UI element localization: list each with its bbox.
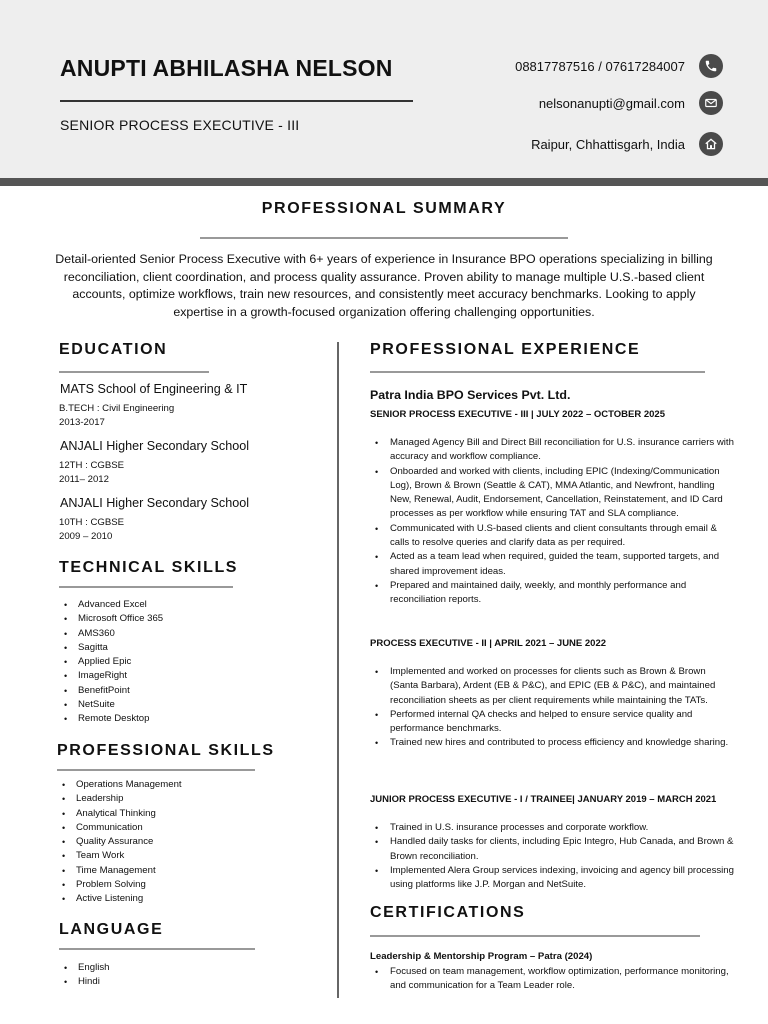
- professional-skills-heading: PROFESSIONAL SKILLS: [57, 742, 275, 759]
- list-item: • AMS360: [60, 627, 163, 641]
- list-item: • Acted as a team lead when required, guided the team, supported targets, and shared improvement ideas.: [370, 550, 736, 579]
- list-item: • Applied Epic: [60, 655, 163, 669]
- list-item: • Sagitta: [60, 641, 163, 655]
- job-bullets: [370, 821, 736, 892]
- list-item: • Managed Agency Bill and Direct Bill reconciliation for U.S. insurance carriers with accuracy and workflow compliance.: [370, 436, 736, 465]
- education-years: 2013-2017: [59, 417, 105, 428]
- list-item: • Implemented and worked on processes for clients such as Brown & Brown (Santa Barbara), Ardent (EB & P&C), and EPIC (EB & P&C), and maintained reconciliation sheets as per client requirements while maintaining the TATs.: [370, 665, 736, 708]
- education-degree: 10TH : CGBSE: [59, 517, 125, 528]
- summary-rule: [200, 237, 568, 239]
- list-item: • Team Work: [58, 849, 182, 863]
- phone-icon: [699, 54, 723, 78]
- company-name: Patra India BPO Services Pvt. Ltd.: [370, 388, 571, 402]
- candidate-role: SENIOR PROCESS EXECUTIVE - III: [60, 117, 300, 133]
- language-heading: LANGUAGE: [59, 921, 164, 938]
- education-years: 2009 – 2010: [59, 531, 113, 542]
- list-item: • Advanced Excel: [60, 598, 163, 612]
- list-item: • Problem Solving: [58, 878, 182, 892]
- list-item: • Implemented Alera Group services indexing, invoicing and agency bill processing using platforms like J.P. Morgan and NetSuite.: [370, 864, 736, 893]
- education-school: MATS School of Engineering & IT: [60, 382, 248, 396]
- contact-email-row: [539, 91, 723, 115]
- education-school: ANJALI Higher Secondary School: [60, 496, 250, 510]
- list-item: • Communication: [58, 821, 182, 835]
- list-item: • ImageRight: [60, 669, 163, 683]
- list-item: • Focused on team management, workflow optimization, performance monitoring, and communication for a Team Leader role.: [370, 965, 736, 994]
- education-rule: [59, 371, 209, 373]
- education-school: ANJALI Higher Secondary School: [60, 439, 250, 453]
- education-years: 2011– 2012: [59, 474, 109, 485]
- experience-heading: PROFESSIONAL EXPERIENCE: [370, 341, 641, 358]
- list-item: • Operations Management: [58, 778, 182, 792]
- education-heading: EDUCATION: [59, 341, 168, 358]
- list-item: • Remote Desktop: [60, 712, 163, 726]
- candidate-name: ANUPTI ABHILASHA NELSON: [60, 55, 393, 81]
- mail-icon: [699, 91, 723, 115]
- experience-rule: [370, 371, 705, 373]
- technical-skills-list: [60, 598, 163, 727]
- job-title: JUNIOR PROCESS EXECUTIVE - I / TRAINEE| JANUARY 2019 – MARCH 2021: [370, 794, 717, 805]
- list-item: • Onboarded and worked with clients, including EPIC (Indexing/Communication Log), Brown & Brown (Seattle & CAT), MMA Atlantic, and Newfront, handling New, Renewal, Audit, Endorsement, Cancellation, Reinstatement, and ID Card processes as per workflow while ensuring TAT and SLA compliance.: [370, 465, 736, 522]
- list-item: • Trained new hires and contributed to process efficiency and knowledge sharing.: [370, 736, 736, 750]
- list-item: • Prepared and maintained daily, weekly, and monthly performance and reconciliation reports.: [370, 579, 736, 608]
- column-divider: [337, 342, 339, 998]
- contact-phone-row: [515, 54, 723, 78]
- list-item: • Handled daily tasks for clients, including Epic Integro, Hub Canada, and Brown & Brown reconciliation.: [370, 835, 736, 864]
- list-item: • Performed internal QA checks and helped to ensure service quality and performance benchmarks.: [370, 708, 736, 737]
- education-degree: 12TH : CGBSE: [59, 460, 125, 471]
- list-item: • Quality Assurance: [58, 835, 182, 849]
- technical-skills-rule: [59, 586, 233, 588]
- list-item: • Hindi: [60, 975, 109, 989]
- list-item: • Active Listening: [58, 892, 182, 906]
- list-item: • Trained in U.S. insurance processes and corporate workflow.: [370, 821, 736, 835]
- education-degree: B.TECH : Civil Engineering: [59, 403, 175, 414]
- certifications-rule: [370, 935, 700, 937]
- list-item: • Communicated with U.S-based clients and client consultants through email & calls to resolve queries and clarify data as per required.: [370, 522, 736, 551]
- job-title: PROCESS EXECUTIVE - II | APRIL 2021 – JUNE 2022: [370, 638, 607, 649]
- summary-heading: PROFESSIONAL SUMMARY: [261, 200, 507, 217]
- list-item: • English: [60, 961, 109, 975]
- list-item: • NetSuite: [60, 698, 163, 712]
- location-text: Raipur, Chhattisgarh, India: [531, 136, 685, 152]
- certification-program: Leadership & Mentorship Program – Patra (2024): [370, 951, 593, 962]
- list-item: • Analytical Thinking: [58, 807, 182, 821]
- phone-number: 08817787516 / 07617284007: [515, 58, 685, 74]
- language-list: [60, 961, 109, 990]
- email-address: nelsonanupti@gmail.com: [538, 95, 685, 111]
- list-item: • Time Management: [58, 864, 182, 878]
- contact-location-row: [531, 132, 723, 156]
- certifications-heading: CERTIFICATIONS: [370, 904, 526, 921]
- technical-skills-heading: TECHNICAL SKILLS: [59, 559, 239, 576]
- language-rule: [59, 948, 255, 950]
- job-bullets: [370, 436, 736, 608]
- list-item: • BenefitPoint: [60, 684, 163, 698]
- job-bullets: [370, 665, 736, 751]
- professional-skills-list: [58, 778, 182, 907]
- list-item: • Leadership: [58, 792, 182, 806]
- list-item: • Microsoft Office 365: [60, 612, 163, 626]
- summary-text: Detail-oriented Senior Process Executive with 6+ years of experience in Insurance BPO operations specializing in billing reconciliation, client coordination, and process quality assurance. Proven ability to manage multiple U.S.-based client accounts, optimize workflows, train new resources, and consistently meet accuracy benchmarks. Looking to apply expertise in a growth-focused organization offering challenging opportunities.: [55, 252, 713, 319]
- header-band: [0, 178, 768, 186]
- job-title: SENIOR PROCESS EXECUTIVE - III | JULY 2022 – OCTOBER 2025: [370, 409, 665, 420]
- home-icon: [699, 132, 723, 156]
- certification-bullets: [370, 965, 736, 994]
- professional-skills-rule: [57, 769, 255, 771]
- name-underline: [60, 100, 413, 102]
